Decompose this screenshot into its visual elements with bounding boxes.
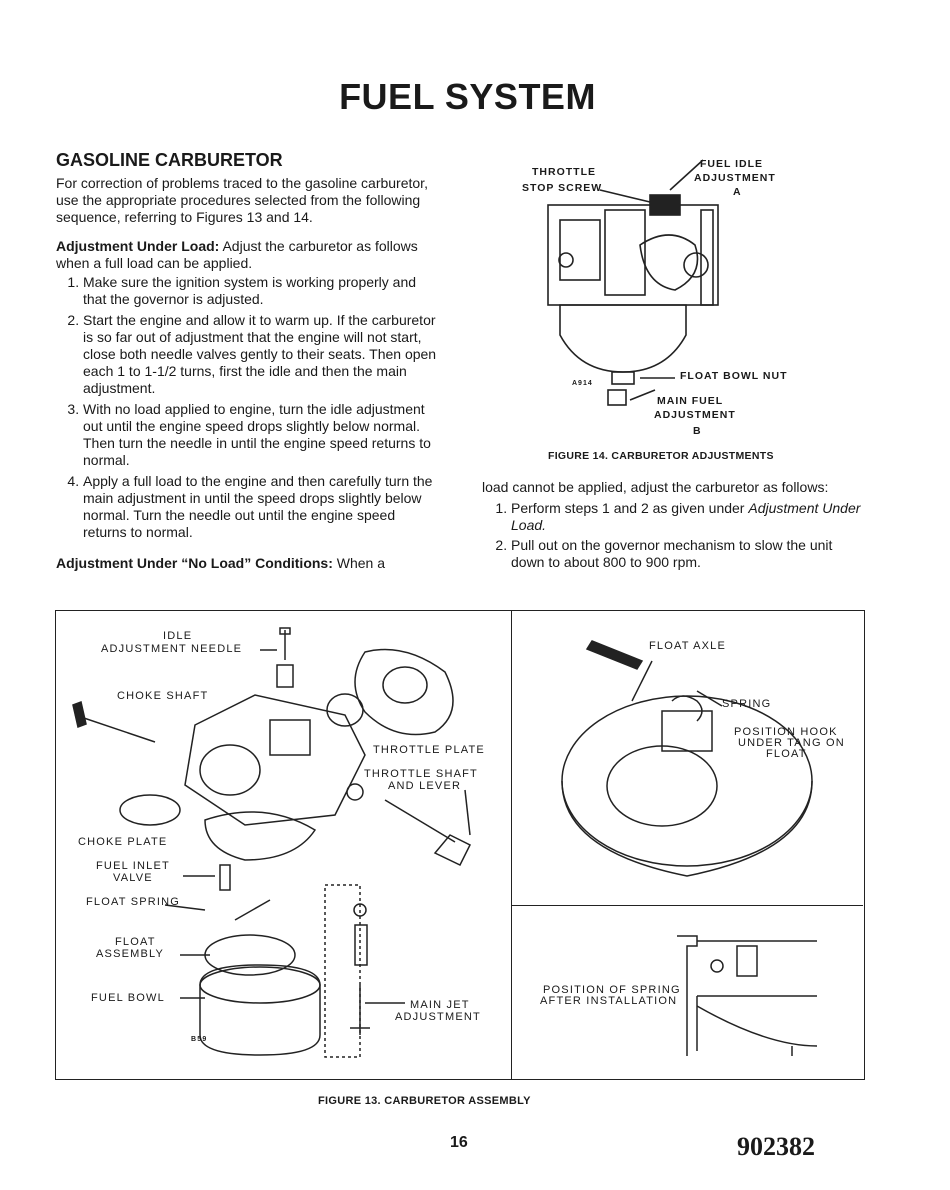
idle-spring bbox=[277, 665, 293, 687]
carb-bore bbox=[200, 745, 260, 795]
fig13-label-assembly: ASSEMBLY bbox=[96, 948, 165, 960]
fig13-label-under-tang-on: UNDER TANG ON bbox=[738, 737, 845, 749]
under-load-paragraph bbox=[56, 238, 440, 272]
float-arm bbox=[677, 936, 697, 1056]
carb-boss bbox=[559, 253, 573, 267]
no-load-step1-prefix: Perform steps 1 and 2 as given under bbox=[511, 500, 749, 516]
fig14-label-main-fuel: MAIN FUEL bbox=[657, 395, 724, 407]
fuel-bowl bbox=[200, 965, 320, 1055]
no-load-steps bbox=[482, 500, 866, 571]
fig13-label-float-spring: FLOAT SPRING bbox=[86, 896, 181, 908]
fig13-label-main-jet: MAIN JET bbox=[410, 999, 470, 1011]
page-number: 16 bbox=[450, 1134, 468, 1151]
fig13-label-position-hook: POSITION HOOK bbox=[734, 726, 838, 738]
under-load-steps bbox=[56, 274, 440, 541]
fig14-label-throttle: THROTTLE bbox=[532, 166, 596, 178]
shaft-bushing bbox=[347, 784, 363, 800]
float-ring-shadow bbox=[562, 781, 812, 876]
fig13-label-float-axle: FLOAT AXLE bbox=[649, 640, 727, 652]
fig13-label-and-lever: AND LEVER bbox=[388, 780, 462, 792]
fig13-label-fuel-inlet: FUEL INLET bbox=[96, 860, 170, 872]
leader-line bbox=[600, 190, 650, 202]
leader-line bbox=[630, 390, 655, 400]
no-load-paragraph bbox=[56, 555, 440, 572]
intro-paragraph: For correction of problems traced to the gasoline carburetor, use the appropriate procedures selected from the following sequence, referring to Figures 13 and 14. bbox=[56, 175, 428, 225]
fig13-label-throttle-shaft: THROTTLE SHAFT bbox=[364, 768, 478, 780]
pivot-circle bbox=[711, 960, 723, 972]
throttle-plate bbox=[327, 694, 363, 726]
section-heading: GASOLINE CARBURETOR bbox=[56, 150, 283, 170]
carb-throat bbox=[560, 220, 600, 280]
fig13-label-choke-plate: CHOKE PLATE bbox=[78, 836, 168, 848]
fig14-label-float-bowl-nut: FLOAT BOWL NUT bbox=[680, 370, 788, 382]
throttle-shaft bbox=[385, 800, 455, 842]
jet-body bbox=[355, 925, 367, 965]
fig13-label-valve: VALVE bbox=[113, 872, 153, 884]
fig13-label-idle-needle: ADJUSTMENT NEEDLE bbox=[101, 643, 243, 655]
document-number: 902382 bbox=[737, 1132, 815, 1161]
figure13-caption: FIGURE 13. CARBURETOR ASSEMBLY bbox=[318, 1095, 531, 1107]
carb-top bbox=[270, 720, 310, 755]
throttle-stop-block bbox=[650, 195, 680, 215]
carb-body bbox=[185, 695, 365, 825]
fig13-label-after-installation: AFTER INSTALLATION bbox=[540, 995, 678, 1007]
fig13-label-choke-shaft: CHOKE SHAFT bbox=[117, 690, 209, 702]
fig13-label-spring: SPRING bbox=[722, 698, 772, 710]
list-item: 3. With no load applied to engine, turn the idle adjustment out until the engine speed drops slightly below normal. Then turn the needle in until the engine speed returns to normal. bbox=[83, 401, 440, 469]
float-outline bbox=[697, 1006, 817, 1046]
float-hinge bbox=[737, 946, 757, 976]
fig13-label-float: FLOAT bbox=[115, 936, 156, 948]
choke-shaft-end bbox=[73, 702, 86, 727]
fig13-label-float-word: FLOAT bbox=[766, 748, 807, 760]
idle-needle-icon bbox=[280, 628, 290, 660]
idle-screw-spring bbox=[684, 253, 708, 277]
fig13-label-idle: IDLE bbox=[163, 630, 193, 642]
inlet-valve bbox=[220, 865, 230, 890]
list-item: 4. Apply a full load to the engine and then carefully turn the main adjustment in until the speed drops slightly below normal. Turn the needle out until the engine speed returns to normal. bbox=[83, 473, 440, 541]
page-title: FUEL SYSTEM bbox=[339, 76, 596, 117]
throttle-lever bbox=[640, 235, 698, 290]
fig13-label-fuel-bowl: FUEL BOWL bbox=[91, 992, 165, 1004]
no-load-lead: Adjustment Under “No Load” Conditions: bbox=[56, 555, 333, 571]
fig14-label-fuel-idle: FUEL IDLE bbox=[700, 158, 764, 170]
spring-coil bbox=[672, 696, 702, 721]
float-axle-pin bbox=[587, 641, 642, 669]
list-item: 1. Make sure the ignition system is working properly and that the governor is adjusted. bbox=[83, 274, 440, 308]
fig14-label-stop-screw: STOP SCREW bbox=[522, 182, 603, 194]
fig14-label-b: B bbox=[693, 425, 702, 437]
fuel-bowl-rim bbox=[200, 967, 320, 1003]
float-ring-outer bbox=[562, 696, 812, 866]
under-load-text: Adjust the carburetor as follows when a full load can be applied. bbox=[56, 238, 418, 271]
gasket-hole bbox=[383, 667, 427, 703]
fig13-label-code: B59 bbox=[191, 1036, 208, 1043]
gasket bbox=[355, 650, 453, 735]
linkage-rod bbox=[701, 210, 713, 305]
list-item: 2. Pull out on the governor mechanism to slow the unit down to about 800 to 900 rpm. bbox=[511, 537, 866, 571]
float-tang bbox=[662, 711, 712, 751]
under-load-lead: Adjustment Under Load: bbox=[56, 238, 220, 254]
list-item: 2. Start the engine and allow it to warm up. If the carburetor is so far out of adjustment that the engine will not start, close both needle valves gently to their seats. Then open each 1 to 1-1/2 turns, first the idle and then the main adjustment. bbox=[83, 312, 440, 397]
fig13-label-throttle-plate: THROTTLE PLATE bbox=[373, 744, 485, 756]
figure14-caption: FIGURE 14. CARBURETOR ADJUSTMENTS bbox=[548, 450, 774, 462]
bowl-nut bbox=[612, 372, 634, 384]
no-load-text-left: When a bbox=[332, 555, 386, 571]
float-spring bbox=[235, 900, 270, 920]
right-column bbox=[482, 479, 866, 574]
fig14-label-a: A bbox=[733, 186, 742, 198]
fig14-label-code: A914 bbox=[572, 380, 593, 387]
no-load-continued: load cannot be applied, adjust the carburetor as follows: bbox=[482, 479, 829, 495]
fig14-label-adjustment-b: ADJUSTMENT bbox=[654, 409, 736, 421]
main-fuel-adjust bbox=[608, 390, 626, 405]
left-column bbox=[56, 175, 440, 584]
leader-line bbox=[465, 790, 470, 835]
fig14-label-adjustment-a: ADJUSTMENT bbox=[694, 172, 776, 184]
carb-center-block bbox=[605, 210, 645, 295]
no-load-step1-italic: Adjustment Under Load. bbox=[511, 500, 861, 533]
float-axle-drawing bbox=[512, 611, 862, 904]
fig13-label-position-of-spring: POSITION OF SPRING bbox=[543, 984, 681, 996]
choke-shaft bbox=[75, 715, 155, 742]
float-ring-inner bbox=[607, 746, 717, 826]
choke-plate bbox=[120, 795, 180, 825]
fig13-label-main-jet-adjustment: ADJUSTMENT bbox=[395, 1011, 481, 1023]
list-item bbox=[511, 500, 866, 534]
float-bowl bbox=[560, 305, 686, 372]
throttle-lever bbox=[435, 835, 470, 865]
